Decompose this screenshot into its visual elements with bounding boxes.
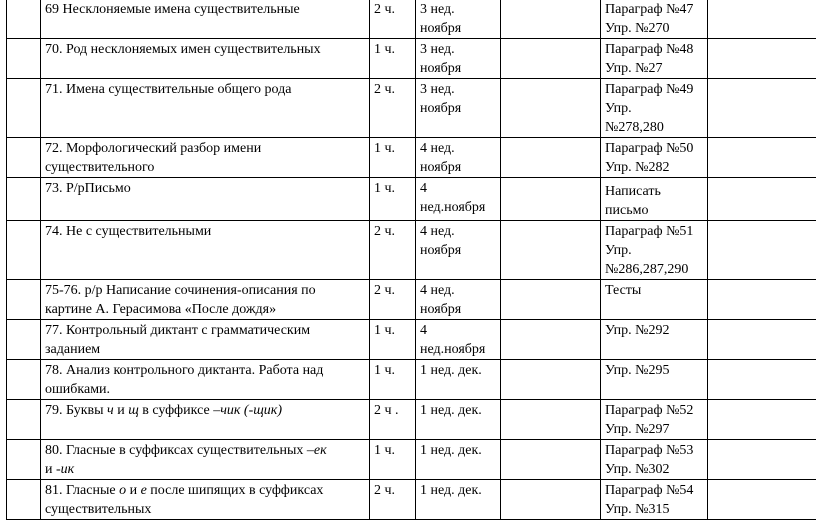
empty-cell — [501, 39, 601, 79]
topic-text: и — [45, 462, 56, 477]
hours-cell: 2 ч. — [370, 0, 416, 39]
date-cell: 1 нед. дек. — [416, 480, 501, 520]
topic-text: в суффиксе — [139, 403, 213, 418]
hours-cell: 2 ч. — [370, 480, 416, 520]
date-cell: 4 нед. ноября — [416, 280, 501, 320]
empty-cell — [7, 0, 41, 39]
topic-cell: 69 Несклоняемые имена существительные — [41, 0, 370, 39]
empty-cell — [7, 280, 41, 320]
homework-cell: Параграф №50 Упр. №282 — [601, 138, 708, 178]
date-cell: 3 нед. ноября — [416, 39, 501, 79]
empty-cell — [708, 138, 816, 178]
homework-cell: Параграф №54 Упр. №315 — [601, 480, 708, 520]
date-cell: 4 нед. ноября — [416, 221, 501, 280]
empty-cell — [501, 0, 601, 39]
empty-cell — [7, 39, 41, 79]
empty-cell — [708, 320, 816, 360]
homework-cell: Параграф №48 Упр. №27 — [601, 39, 708, 79]
topic-text: и — [126, 483, 141, 498]
table-row — [7, 480, 816, 520]
empty-cell — [708, 79, 816, 138]
date-cell: 1 нед. дек. — [416, 400, 501, 440]
topic-cell: 70. Род несклоняемых имен существительных — [41, 39, 370, 79]
topic-text: после шипящих в суффиксах существительных — [45, 483, 323, 517]
homework-cell: Упр. №295 — [601, 360, 708, 400]
empty-cell — [708, 440, 816, 480]
homework-cell: Тесты — [601, 280, 708, 320]
empty-cell — [501, 360, 601, 400]
empty-cell — [501, 221, 601, 280]
empty-cell — [7, 440, 41, 480]
table-row — [7, 138, 816, 178]
topic-cell: 78. Анализ контрольного диктанта. Работа над ошибками. — [41, 360, 370, 400]
date-cell: 3 нед. ноября — [416, 79, 501, 138]
hours-cell: 2 ч. — [370, 280, 416, 320]
date-cell: 4 нед.ноября — [416, 178, 501, 221]
empty-cell — [708, 360, 816, 400]
table-row — [7, 178, 816, 221]
hours-cell: 1 ч. — [370, 39, 416, 79]
hours-cell: 1 ч. — [370, 138, 416, 178]
empty-cell — [708, 39, 816, 79]
topic-cell — [41, 480, 370, 520]
topic-text-italic: –чик (-щик) — [213, 403, 282, 418]
topic-cell: 75-76. р/р Написание сочинения-описания по картине А. Герасимова «После дождя» — [41, 280, 370, 320]
topic-cell: 77. Контрольный диктант с грамматическим заданием — [41, 320, 370, 360]
topic-text: 80. Гласные в суффиксах существительных — [45, 443, 307, 458]
lesson-plan-table — [6, 0, 816, 520]
empty-cell — [501, 280, 601, 320]
empty-cell — [7, 138, 41, 178]
topic-text-italic: е — [141, 483, 147, 498]
hours-cell: 2 ч . — [370, 400, 416, 440]
empty-cell — [7, 320, 41, 360]
homework-cell: Параграф №51 Упр. №286,287,290 — [601, 221, 708, 280]
hours-cell: 2 ч. — [370, 221, 416, 280]
empty-cell — [501, 178, 601, 221]
table-row — [7, 39, 816, 79]
empty-cell — [7, 79, 41, 138]
table-row — [7, 400, 816, 440]
empty-cell — [708, 0, 816, 39]
topic-text: 79. Буквы — [45, 403, 107, 418]
table-row — [7, 79, 816, 138]
topic-cell: 71. Имена существительные общего рода — [41, 79, 370, 138]
homework-cell: Параграф №49 Упр. №278,280 — [601, 79, 708, 138]
empty-cell — [7, 178, 41, 221]
topic-text-italic: о — [119, 483, 126, 498]
empty-cell — [501, 400, 601, 440]
table-row — [7, 280, 816, 320]
hours-cell: 1 ч. — [370, 320, 416, 360]
topic-text-italic: щ — [128, 403, 139, 418]
homework-cell: Параграф №53 Упр. №302 — [601, 440, 708, 480]
empty-cell — [708, 280, 816, 320]
empty-cell — [708, 221, 816, 280]
hours-cell: 2 ч. — [370, 79, 416, 138]
topic-cell — [41, 400, 370, 440]
date-cell: 4 нед. ноября — [416, 138, 501, 178]
hours-cell: 1 ч. — [370, 178, 416, 221]
table-row — [7, 221, 816, 280]
date-cell: 3 нед. ноября — [416, 0, 501, 39]
topic-cell: 72. Морфологический разбор имени существительного — [41, 138, 370, 178]
topic-cell: 73. Р/рПисьмо — [41, 178, 370, 221]
topic-text: 81. Гласные — [45, 483, 119, 498]
hours-cell: 1 ч. — [370, 440, 416, 480]
homework-cell: Упр. №292 — [601, 320, 708, 360]
empty-cell — [7, 400, 41, 440]
empty-cell — [501, 138, 601, 178]
topic-text-italic: ч — [107, 403, 114, 418]
date-cell: 4 нед.ноября — [416, 320, 501, 360]
homework-cell: Параграф №47 Упр. №270 — [601, 0, 708, 39]
topic-cell: 74. Не с существительными — [41, 221, 370, 280]
empty-cell — [501, 440, 601, 480]
date-cell: 1 нед. дек. — [416, 360, 501, 400]
empty-cell — [501, 79, 601, 138]
topic-text-italic: –ек — [307, 443, 327, 458]
empty-cell — [708, 480, 816, 520]
table-row — [7, 0, 816, 39]
empty-cell — [501, 320, 601, 360]
empty-cell — [7, 360, 41, 400]
table-row — [7, 360, 816, 400]
table-row — [7, 440, 816, 480]
homework-cell: Написать письмо — [601, 178, 708, 221]
empty-cell — [708, 400, 816, 440]
topic-text: и — [114, 403, 129, 418]
empty-cell — [7, 221, 41, 280]
homework-cell: Параграф №52 Упр. №297 — [601, 400, 708, 440]
table-row — [7, 320, 816, 360]
empty-cell — [708, 178, 816, 221]
empty-cell — [7, 480, 41, 520]
hours-cell: 1 ч. — [370, 360, 416, 400]
date-cell: 1 нед. дек. — [416, 440, 501, 480]
empty-cell — [501, 480, 601, 520]
topic-cell — [41, 440, 370, 480]
topic-text-italic: -ик — [56, 462, 74, 477]
